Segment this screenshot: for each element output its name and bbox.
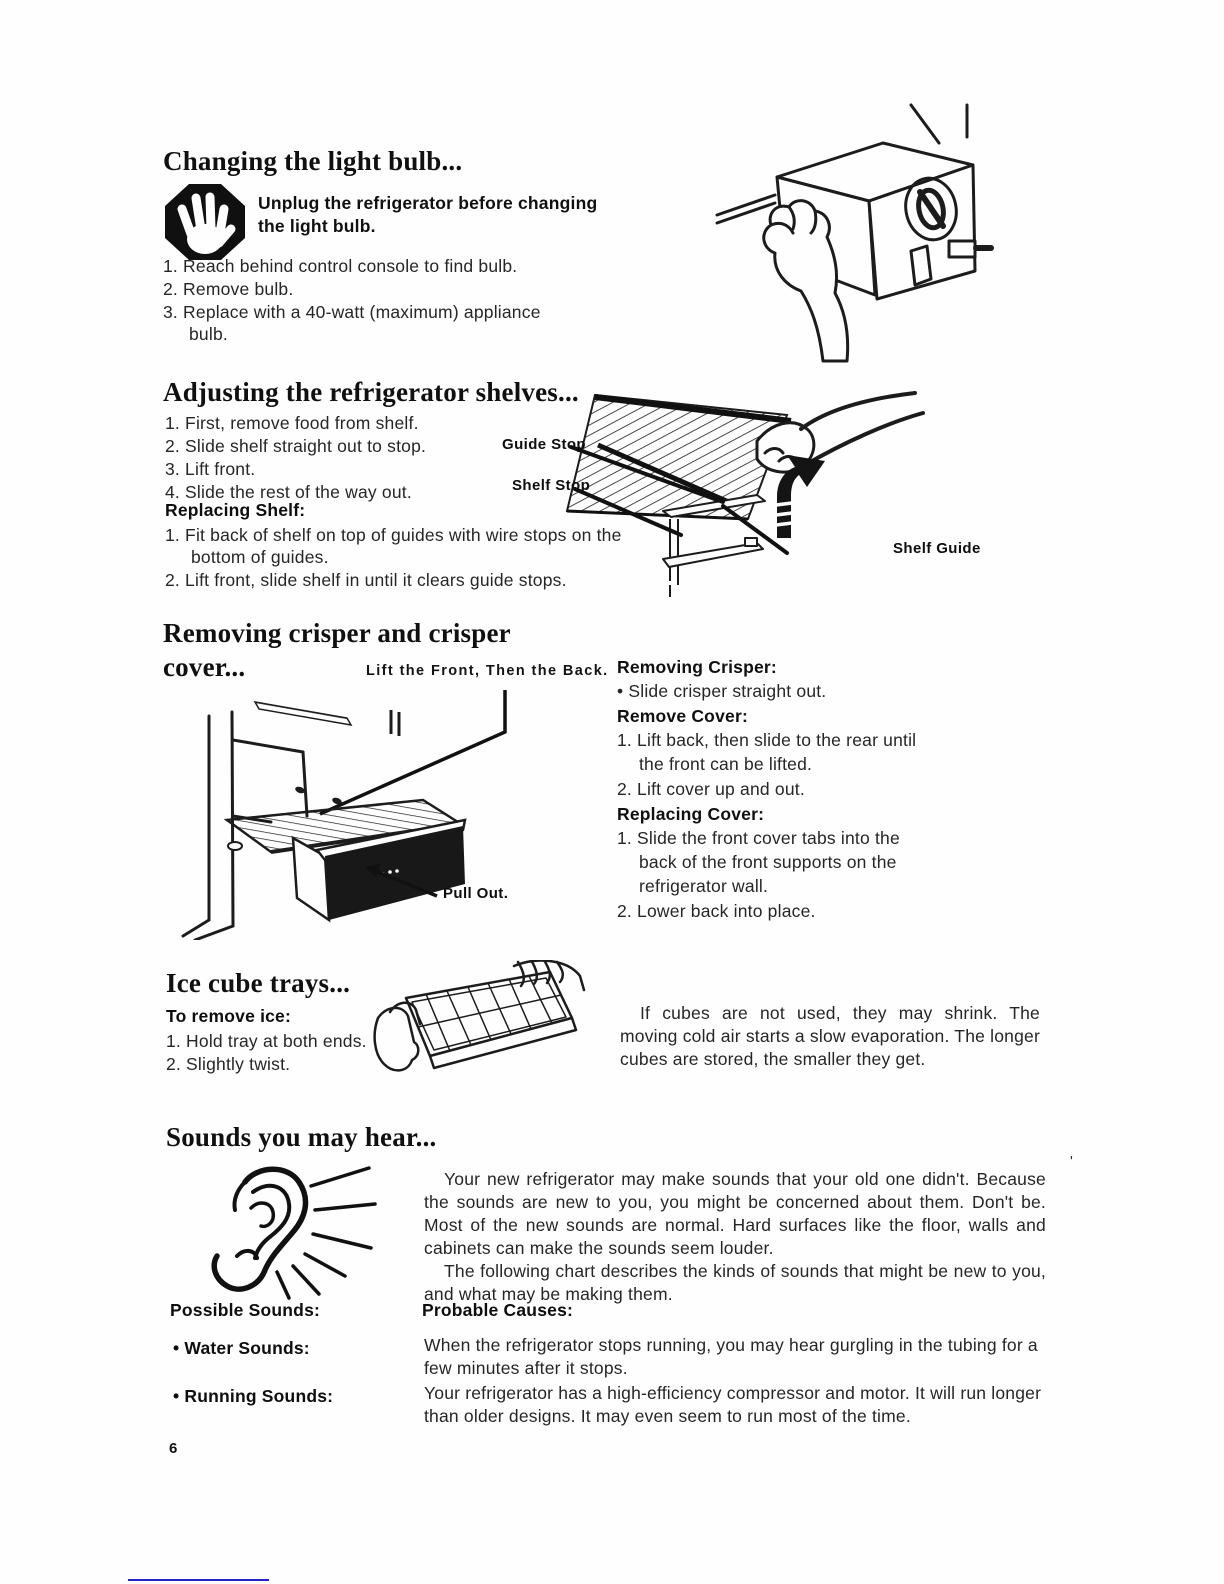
shelves-step: 4. Slide the rest of the way out. — [165, 482, 412, 502]
replacing-shelf-heading: Replacing Shelf: — [165, 500, 306, 520]
remove-cover-step: 1. Lift back, then slide to the rear until the front can be lifted. — [617, 730, 917, 774]
page-number: 6 — [169, 1440, 178, 1457]
remove-cover-step: 2. Lift cover up and out. — [617, 779, 805, 799]
sound-row-label: • Running Sounds: — [173, 1386, 334, 1406]
to-remove-ice-heading: To remove ice: — [166, 1006, 292, 1026]
ice-step: 1. Hold tray at both ends. — [166, 1031, 367, 1051]
replacing-cover-step: 1. Slide the front cover tabs into the back of the front supports on the refrigerator wall. — [617, 828, 900, 896]
guide-stop-label: Guide Stop — [502, 436, 586, 453]
shelves-step: 1. First, remove food from shelf. — [165, 413, 419, 433]
sounds-paragraph-2: The following chart describes the kinds of sounds that might be new to you, and what may be making them. — [424, 1261, 1046, 1304]
shelf-stop-label: Shelf Stop — [512, 477, 591, 494]
section-title-sounds: Sounds you may hear... — [166, 1122, 437, 1152]
section-title-ice: Ice cube trays... — [166, 968, 351, 998]
remove-cover-heading: Remove Cover: — [617, 706, 748, 726]
probable-causes-heading: Probable Causes: — [422, 1300, 574, 1320]
sounds-intro — [424, 1168, 1046, 1306]
sounds-paragraph-1: Your new refrigerator may make sounds that your old one didn't. Because the sounds are new to you, you might be concerned about them. Don't be. Most of the new sounds are normal. Hard surfaces like the floor, walls and cabinets can make the sounds seem louder. — [424, 1169, 1046, 1258]
section-title-crisper-line1: Removing crisper and crisper — [163, 618, 511, 648]
section-title-shelves: Adjusting the refrigerator shelves... — [163, 377, 579, 407]
ice-paragraph-text: If cubes are not used, they may shrink. The moving cold air starts a slow evaporation. The longer cubes are stored, the smaller they get. — [620, 1003, 1040, 1069]
ear-illustration — [193, 1160, 378, 1305]
warning-hand-icon — [163, 182, 247, 262]
replacing-cover-steps — [617, 826, 922, 923]
replacing-shelf-step: 2. Lift front, slide shelf in until it clears guide stops. — [165, 570, 567, 590]
replacing-cover-step: 2. Lower back into place. — [617, 901, 816, 921]
sound-row-cause: Your refrigerator has a high-efficiency compressor and motor. It will run longer than older designs. It may even seem to run most of the time. — [424, 1383, 1042, 1426]
section-title-light-bulb: Changing the light bulb... — [163, 146, 463, 176]
footer-underline — [128, 1579, 269, 1581]
shelf-diagram — [495, 383, 1210, 601]
replacing-shelf-step: 1. Fit back of shelf on top of guides with wire stops on the bottom of guides. — [165, 525, 622, 567]
crisper-instructions — [617, 655, 922, 924]
light-bulb-warning-text: Unplug the refrigerator before changing the light bulb. — [258, 193, 598, 236]
crisper-illustration — [175, 688, 615, 940]
section-title-crisper-line2: cover... — [163, 652, 246, 682]
shelves-step: 2. Slide shelf straight out to stop. — [165, 436, 427, 456]
possible-sounds-heading: Possible Sounds: — [170, 1300, 321, 1320]
shelves-step: 3. Lift front. — [165, 459, 256, 479]
ice-step: 2. Slightly twist. — [166, 1054, 291, 1074]
light-bulb-step: 2. Remove bulb. — [163, 279, 294, 299]
sound-row-label: • Water Sounds: — [173, 1338, 310, 1358]
remove-cover-steps — [617, 728, 922, 801]
crisper-bullet-step: • Slide crisper straight out. — [617, 681, 827, 701]
removing-crisper-heading: Removing Crisper: — [617, 657, 777, 677]
light-bulb-steps — [163, 255, 563, 346]
scan-artifact-mark: ' — [1070, 1153, 1073, 1170]
light-bulb-step: 3. Replace with a 40-watt (maximum) appliance bulb. — [163, 302, 541, 344]
ice-paragraph — [620, 1002, 1040, 1071]
light-bulb-step: 1. Reach behind control console to find bulb. — [163, 256, 518, 276]
sound-row-cause: When the refrigerator stops running, you may hear gurgling in the tubing for a few minutes after it stops. — [424, 1335, 1038, 1378]
pull-out-label: Pull Out. — [443, 885, 509, 902]
removing-crisper-step — [617, 679, 922, 703]
ice-tray-illustration — [368, 960, 588, 1100]
shelf-guide-label: Shelf Guide — [893, 540, 981, 557]
light-bulb-console-illustration — [715, 103, 1070, 363]
crisper-caption: Lift the Front, Then the Back. — [366, 663, 609, 679]
replacing-cover-heading: Replacing Cover: — [617, 804, 765, 824]
